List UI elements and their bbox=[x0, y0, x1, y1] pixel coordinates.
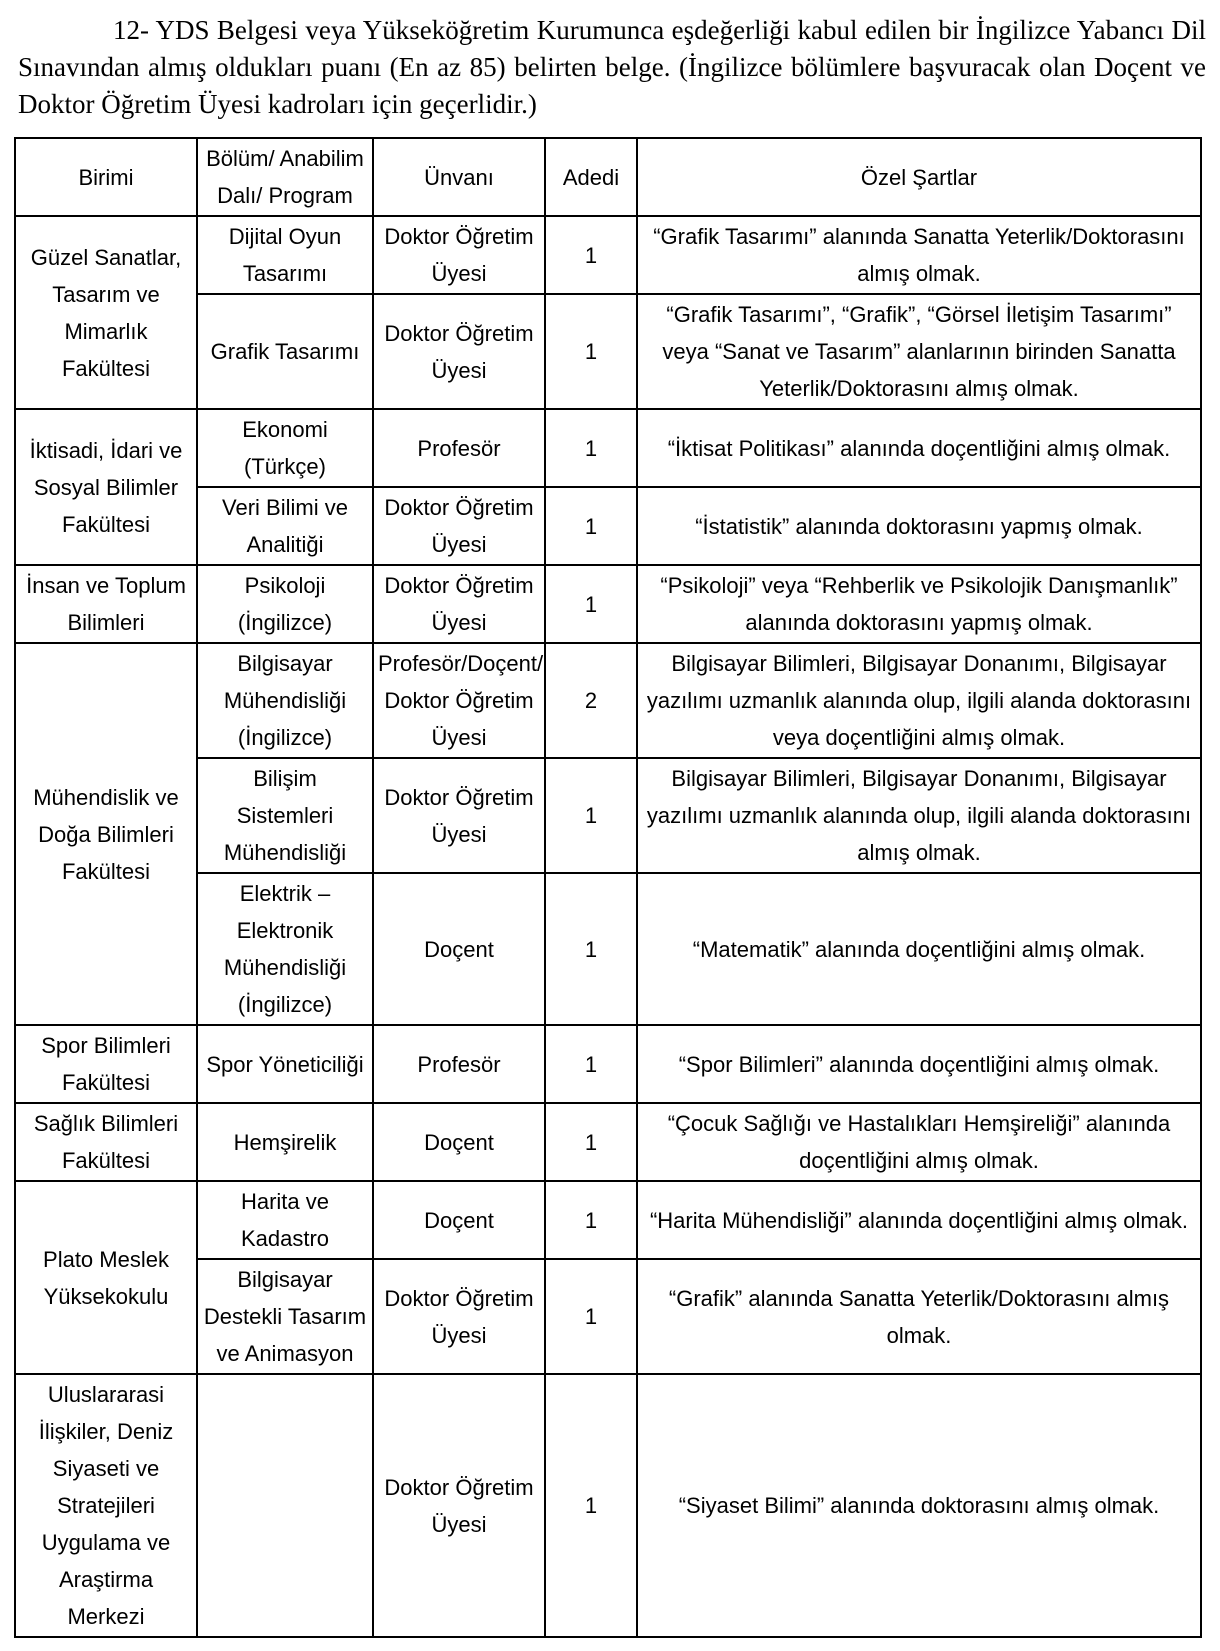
table-row bbox=[15, 565, 1201, 643]
unit-cell: İnsan ve Toplum Bilimleri bbox=[15, 565, 197, 643]
program-cell: Psikoloji (İngilizce) bbox=[197, 565, 373, 643]
count-cell: 1 bbox=[545, 487, 637, 565]
program-cell: Bilişim Sistemleri Mühendisliği bbox=[197, 758, 373, 873]
header-unit: Birimi bbox=[15, 138, 197, 216]
count-cell: 1 bbox=[545, 294, 637, 409]
count-cell: 1 bbox=[545, 1103, 637, 1181]
count-cell: 2 bbox=[545, 643, 637, 758]
conditions-cell: “Harita Mühendisliği” alanında doçentliğini almış olmak. bbox=[637, 1181, 1201, 1259]
title-cell: Doktor Öğretim Üyesi bbox=[373, 1374, 545, 1637]
program-cell: Bilgisayar Mühendisliği (İngilizce) bbox=[197, 643, 373, 758]
title-cell: Doktor Öğretim Üyesi bbox=[373, 216, 545, 294]
conditions-cell: “Grafik” alanında Sanatta Yeterlik/Doktorasını almış olmak. bbox=[637, 1259, 1201, 1374]
conditions-cell: “Grafik Tasarımı”, “Grafik”, “Görsel İletişim Tasarımı” veya “Sanat ve Tasarım” alanlarının birinden Sanatta Yeterlik/Doktorasını almış olmak. bbox=[637, 294, 1201, 409]
unit-cell: Mühendislik ve Doğa Bilimleri Fakültesi bbox=[15, 643, 197, 1025]
title-cell: Profesör bbox=[373, 409, 545, 487]
program-cell: Elektrik – Elektronik Mühendisliği (İngilizce) bbox=[197, 873, 373, 1025]
count-cell: 1 bbox=[545, 409, 637, 487]
conditions-cell: “İstatistik” alanında doktorasını yapmış olmak. bbox=[637, 487, 1201, 565]
table-row bbox=[15, 643, 1201, 758]
unit-cell: Spor Bilimleri Fakültesi bbox=[15, 1025, 197, 1103]
conditions-cell: “Grafik Tasarımı” alanında Sanatta Yeterlik/Doktorasını almış olmak. bbox=[637, 216, 1201, 294]
count-cell: 1 bbox=[545, 216, 637, 294]
header-title: Ünvanı bbox=[373, 138, 545, 216]
conditions-cell: “Matematik” alanında doçentliğini almış olmak. bbox=[637, 873, 1201, 1025]
unit-cell: Sağlık Bilimleri Fakültesi bbox=[15, 1103, 197, 1181]
program-cell: Ekonomi (Türkçe) bbox=[197, 409, 373, 487]
unit-cell: Güzel Sanatlar, Tasarım ve Mimarlık Fakültesi bbox=[15, 216, 197, 409]
header-conditions: Özel Şartlar bbox=[637, 138, 1201, 216]
table-row bbox=[15, 1025, 1201, 1103]
title-cell: Profesör bbox=[373, 1025, 545, 1103]
header-program: Bölüm/ Anabilim Dalı/ Program bbox=[197, 138, 373, 216]
unit-cell: Plato Meslek Yüksekokulu bbox=[15, 1181, 197, 1374]
program-cell: Spor Yöneticiliği bbox=[197, 1025, 373, 1103]
program-cell: Veri Bilimi ve Analitiği bbox=[197, 487, 373, 565]
title-cell: Doçent bbox=[373, 1103, 545, 1181]
program-cell: Hemşirelik bbox=[197, 1103, 373, 1181]
table-row bbox=[15, 1181, 1201, 1259]
conditions-cell: Bilgisayar Bilimleri, Bilgisayar Donanımı, Bilgisayar yazılımı uzmanlık alanında olup, ilgili alanda doktorasını veya doçentliğini almış olmak. bbox=[637, 643, 1201, 758]
intro-paragraph bbox=[18, 12, 1206, 123]
conditions-cell: “Psikoloji” veya “Rehberlik ve Psikolojik Danışmanlık” alanında doktorasını yapmış olmak. bbox=[637, 565, 1201, 643]
title-cell: Doktor Öğretim Üyesi bbox=[373, 487, 545, 565]
title-cell: Doktor Öğretim Üyesi bbox=[373, 565, 545, 643]
unit-cell: Uluslararasi İlişkiler, Deniz Siyaseti ve Stratejileri Uygulama ve Araştirma Merkezi bbox=[15, 1374, 197, 1637]
table-row bbox=[15, 409, 1201, 487]
table-row bbox=[15, 1374, 1201, 1637]
table-header-row bbox=[15, 138, 1201, 216]
unit-cell: İktisadi, İdari ve Sosyal Bilimler Fakültesi bbox=[15, 409, 197, 565]
conditions-cell: “Spor Bilimleri” alanında doçentliğini almış olmak. bbox=[637, 1025, 1201, 1103]
title-cell: Doktor Öğretim Üyesi bbox=[373, 758, 545, 873]
title-cell: Doçent bbox=[373, 1181, 545, 1259]
title-cell: Doktor Öğretim Üyesi bbox=[373, 1259, 545, 1374]
intro-text: 12- YDS Belgesi veya Yükseköğretim Kurumunca eşdeğerliği kabul edilen bir İngilizce Yabancı Dil Sınavından almış oldukları puanı (En az 85) belirten belge. (İngilizce bölümlere başvuracak olan Doçent ve Doktor Öğretim Üyesi kadroları için geçerlidir.) bbox=[18, 15, 1206, 119]
header-count: Adedi bbox=[545, 138, 637, 216]
program-cell: Grafik Tasarımı bbox=[197, 294, 373, 409]
title-cell: Profesör/Doçent/ Doktor Öğretim Üyesi bbox=[373, 643, 545, 758]
conditions-cell: Bilgisayar Bilimleri, Bilgisayar Donanımı, Bilgisayar yazılımı uzmanlık alanında olup, ilgili alanda doktorasını almış olmak. bbox=[637, 758, 1201, 873]
count-cell: 1 bbox=[545, 758, 637, 873]
title-cell: Doçent bbox=[373, 873, 545, 1025]
program-cell: Dijital Oyun Tasarımı bbox=[197, 216, 373, 294]
program-cell bbox=[197, 1374, 373, 1637]
conditions-cell: “Siyaset Bilimi” alanında doktorasını almış olmak. bbox=[637, 1374, 1201, 1637]
count-cell: 1 bbox=[545, 1374, 637, 1637]
conditions-cell: “Çocuk Sağlığı ve Hastalıkları Hemşireliği” alanında doçentliğini almış olmak. bbox=[637, 1103, 1201, 1181]
count-cell: 1 bbox=[545, 873, 637, 1025]
program-cell: Bilgisayar Destekli Tasarım ve Animasyon bbox=[197, 1259, 373, 1374]
count-cell: 1 bbox=[545, 1181, 637, 1259]
staff-positions-table bbox=[14, 137, 1202, 1638]
title-cell: Doktor Öğretim Üyesi bbox=[373, 294, 545, 409]
count-cell: 1 bbox=[545, 565, 637, 643]
count-cell: 1 bbox=[545, 1259, 637, 1374]
count-cell: 1 bbox=[545, 1025, 637, 1103]
table-row bbox=[15, 216, 1201, 294]
program-cell: Harita ve Kadastro bbox=[197, 1181, 373, 1259]
conditions-cell: “İktisat Politikası” alanında doçentliğini almış olmak. bbox=[637, 409, 1201, 487]
table-row bbox=[15, 1103, 1201, 1181]
